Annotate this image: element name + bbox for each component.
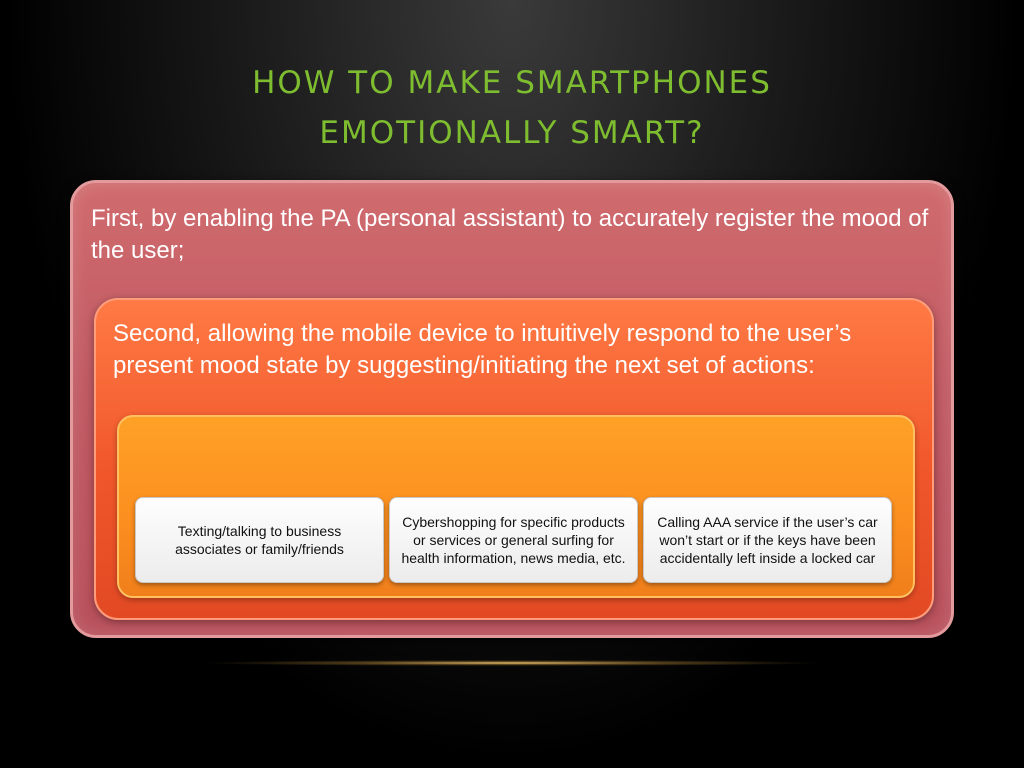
slide-title-line-2: EMOTIONALLY SMART? [319, 115, 705, 151]
action-card-text: Calling AAA service if the user’s car won’t start or if the keys have been accidentally left inside a locked car [657, 514, 878, 566]
action-card-calling-aaa [643, 497, 892, 583]
inner-level-box [117, 415, 915, 598]
outer-level-box [70, 180, 954, 638]
action-card-text: Cybershopping for specific products or services or general surfing for health information, news media, etc. [401, 514, 626, 566]
slide-title-line-1: HOW TO MAKE SMARTPHONES [252, 65, 772, 101]
action-card-texting [135, 497, 384, 583]
slide-title [0, 58, 1024, 158]
level-2-text: Second, allowing the mobile device to intuitively respond to the user’s present mood state by suggesting/initiating the next set of actions: [113, 320, 852, 379]
decorative-glow-line [200, 660, 824, 666]
action-card-cybershopping [389, 497, 638, 583]
level-1-text: First, by enabling the PA (personal assistant) to accurately register the mood of the user; [91, 205, 929, 264]
middle-level-box [94, 298, 934, 620]
action-card-text: Texting/talking to business associates or family/friends [175, 523, 344, 557]
